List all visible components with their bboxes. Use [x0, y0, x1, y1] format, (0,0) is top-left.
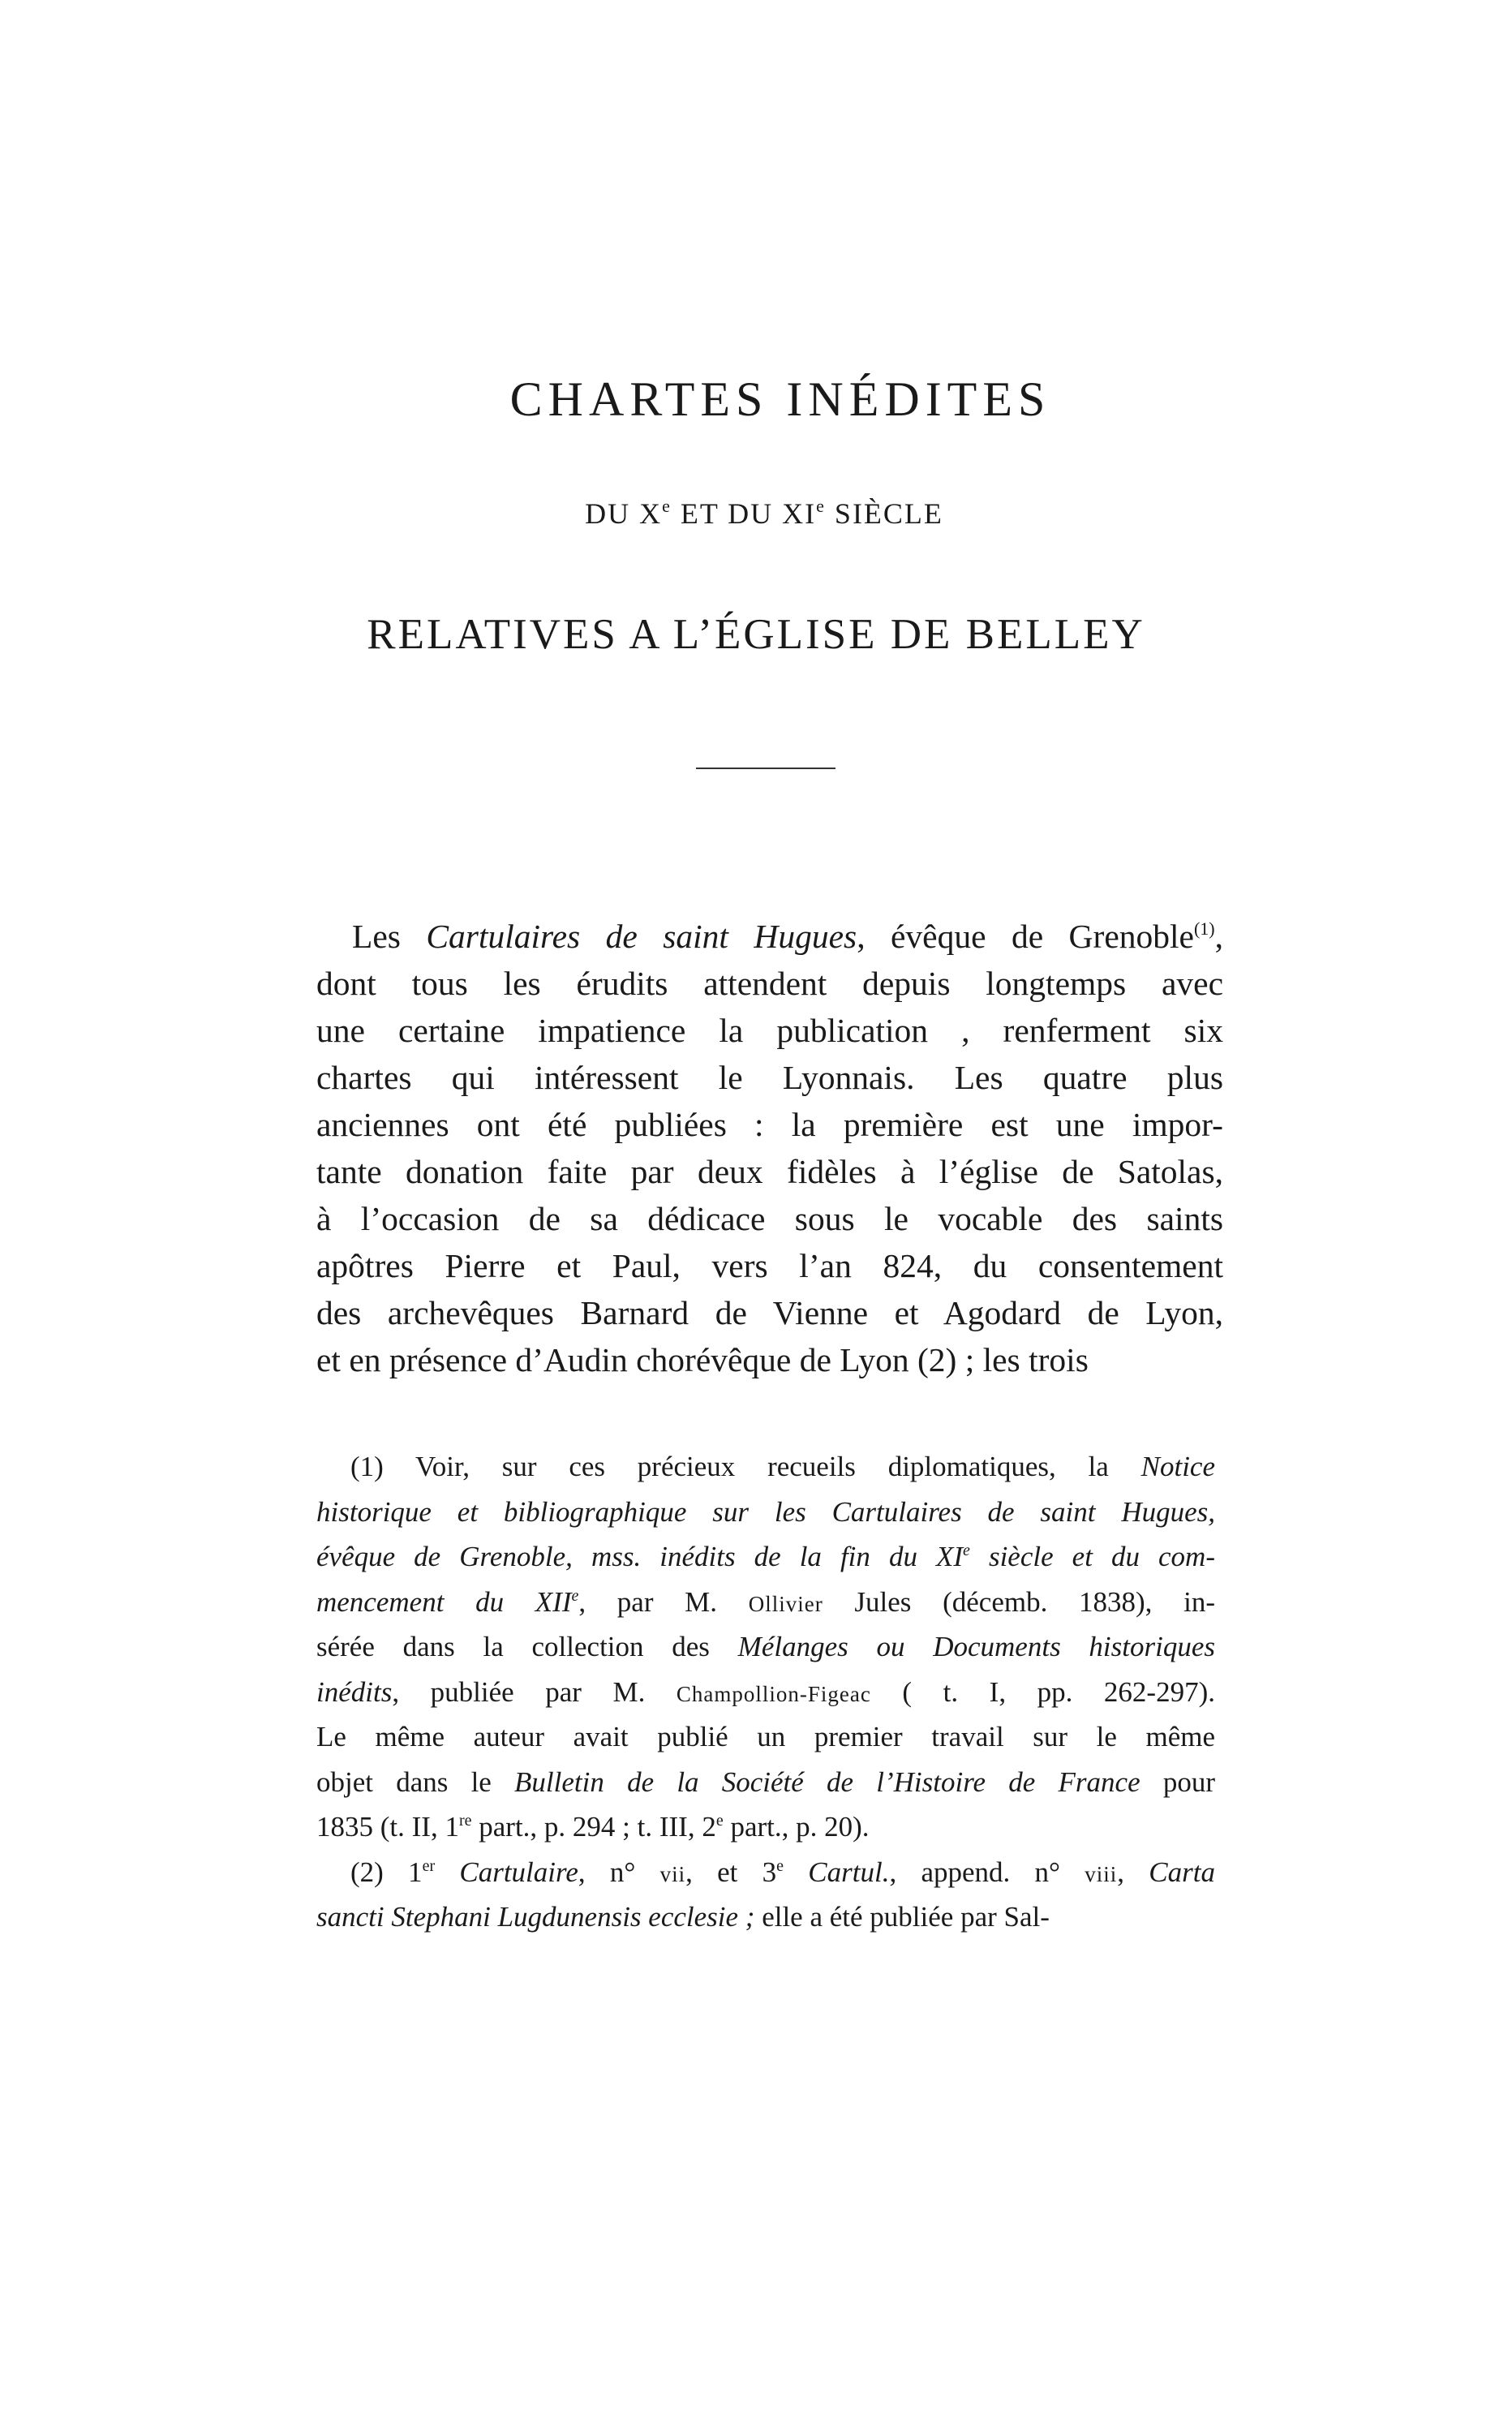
footnote-line: sancti Stephani Lugdunensis ecclesie ; elle a été publiée par Sal-	[316, 1901, 1050, 1933]
body-line: à l’occasion de sa dédicace sous le vocable des saints	[316, 1200, 1223, 1237]
body-line: des archevêques Barnard de Vienne et Agodard de Lyon,	[316, 1294, 1223, 1331]
footnote-ref: (1)	[1193, 918, 1215, 939]
footnote-line: (2) 1er Cartulaire, n° vii, et 3e Cartul., append. n° viii, Carta	[350, 1856, 1215, 1888]
body-line: Les Cartulaires de saint Hugues, évêque de Grenoble$^{(1)}$,	[352, 918, 1223, 955]
footnote-line: Le même auteur avait publié un premier travail sur le même	[316, 1721, 1215, 1752]
body-line: apôtres Pierre et Paul, vers l’an 824, du consentement	[316, 1247, 1223, 1284]
footnote-line: historique et bibliographique sur les Cartulaires de saint Hugues,	[316, 1495, 1215, 1528]
footnotes	[316, 1444, 1215, 1940]
body-line: anciennes ont été publiées : la première est une impor-	[316, 1106, 1223, 1143]
body-line: dont tous les érudits attendent depuis longtemps avec	[316, 965, 1223, 1002]
footnote-line: 1835 (t. II, 1re part., p. 294 ; t. III, 2e part., p. 20).	[316, 1811, 870, 1843]
body-line: chartes qui intéressent le Lyonnais. Les quatre plus	[316, 1059, 1223, 1096]
footnote-line: sérée dans la collection des Mélanges ou Documents historiques	[316, 1631, 1216, 1662]
author-name: Champollion-Figeac	[676, 1681, 871, 1706]
body-line: tante donation faite par deux fidèles à l’église de Satolas,	[316, 1153, 1223, 1190]
body-line: une certaine impatience la publication , renferment six	[316, 1012, 1223, 1049]
subtitle: DU Xe ET DU XIe SIÈCLE	[585, 496, 943, 530]
footnote-line: (1) Voir, sur ces précieux recueils diplomatiques, la Notice	[350, 1451, 1215, 1482]
title-divider	[696, 768, 835, 769]
body-paragraph	[316, 913, 1223, 1383]
author-name: Ollivier	[748, 1591, 823, 1616]
body-line: et en présence d’Audin chorévêque de Lyon (2) ; les trois	[316, 1341, 1089, 1378]
footnote-line: évêque de Grenoble, mss. inédits de la fin du XIe siècle et du com-	[316, 1541, 1215, 1572]
footnote-line: mencement du XIIe, par M. Ollivier Jules (décemb. 1838), in-	[316, 1585, 1215, 1618]
footnote-line: objet dans le Bulletin de la Société de l’Histoire de France pour	[316, 1765, 1215, 1798]
footnote-line: inédits, publiée par M. Champollion-Figeac ( t. I, pp. 262-297).	[316, 1675, 1215, 1708]
title-line-2: RELATIVES A L’ÉGLISE DE BELLEY	[367, 611, 1145, 658]
page-title: CHARTES INÉDITES	[509, 372, 1051, 426]
